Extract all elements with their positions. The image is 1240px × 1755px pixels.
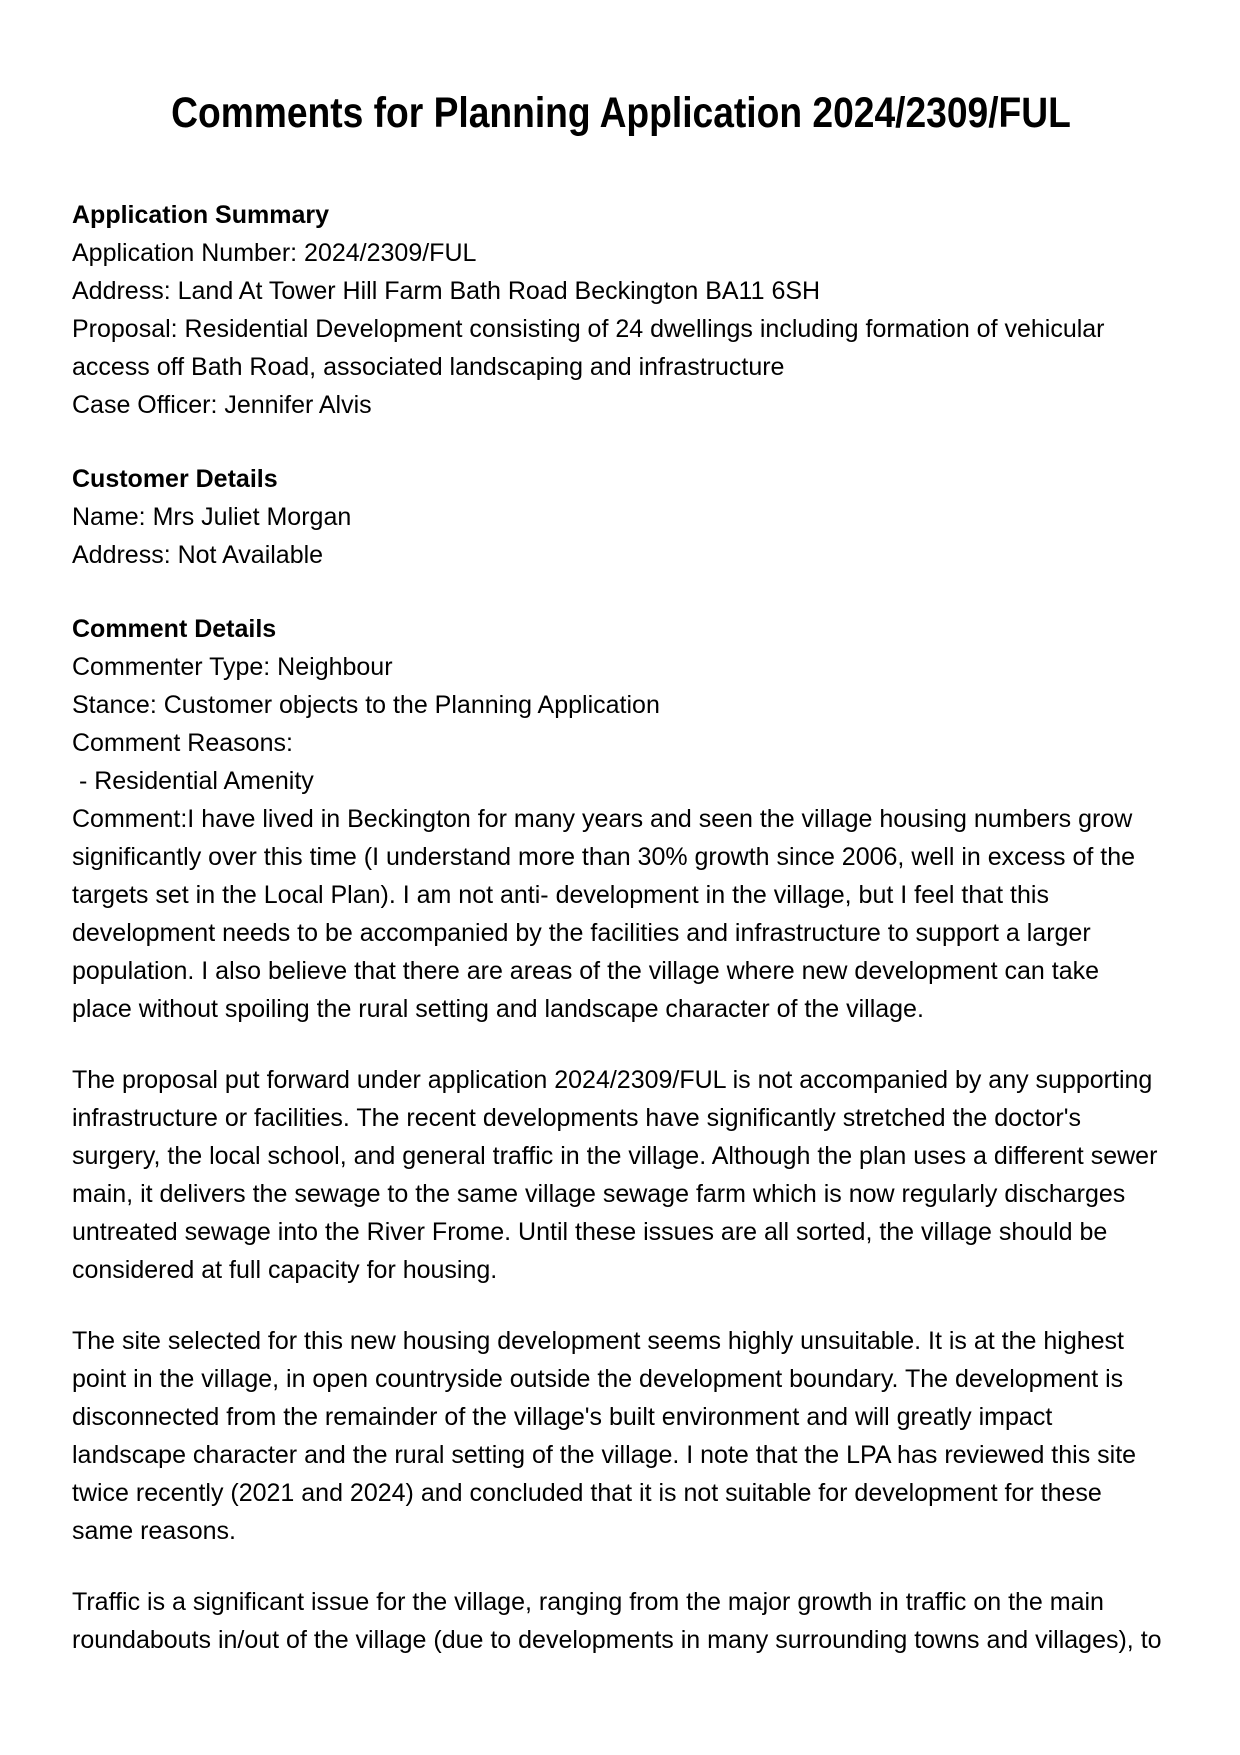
- comment-details-body: [72, 648, 1170, 800]
- text-line: Stance: Customer objects to the Planning Application: [72, 691, 660, 719]
- text-line: landscape character and the rural setting of the village. I note that the LPA has reviewed this site: [72, 1441, 1137, 1469]
- document-title: Comments for Planning Application 2024/2309/FUL: [171, 89, 1071, 137]
- text-line: Application Number: 2024/2309/FUL: [72, 239, 477, 267]
- text-line: disconnected from the remainder of the village's built environment and will greatly impact: [72, 1403, 1053, 1431]
- text-line: Name: Mrs Juliet Morgan: [72, 503, 352, 531]
- text-line: access off Bath Road, associated landscaping and infrastructure: [72, 353, 785, 381]
- text-line: Address: Not Available: [72, 541, 324, 569]
- text-line: targets set in the Local Plan). I am not anti- development in the village, but I feel that this: [72, 881, 1049, 909]
- application-summary-body: [72, 234, 1170, 424]
- comment-paragraph: [72, 1061, 1170, 1289]
- text-line: Comment Reasons:: [72, 729, 293, 757]
- text-line: Case Officer: Jennifer Alvis: [72, 391, 372, 419]
- text-line: roundabouts in/out of the village (due to developments in many surrounding towns and villages), to: [72, 1626, 1162, 1654]
- text-line: The site selected for this new housing development seems highly unsuitable. It is at the highest: [72, 1327, 1124, 1355]
- text-line: main, it delivers the sewage to the same village sewage farm which is now regularly discharges: [72, 1180, 1126, 1208]
- text-line: place without spoiling the rural setting and landscape character of the village.: [72, 995, 924, 1023]
- text-line: Proposal: Residential Development consisting of 24 dwellings including formation of vehicular: [72, 315, 1105, 343]
- text-line: population. I also believe that there are areas of the village where new development can take: [72, 957, 1100, 985]
- text-line: Traffic is a significant issue for the village, ranging from the major growth in traffic on the main: [72, 1588, 1104, 1616]
- text-line: Commenter Type: Neighbour: [72, 653, 393, 681]
- comment-details-heading: Comment Details: [72, 615, 277, 643]
- section-application-summary: [72, 196, 1170, 424]
- text-line: surgery, the local school, and general traffic in the village. Although the plan uses a different sewer: [72, 1142, 1158, 1170]
- text-line: significantly over this time (I understand more than 30% growth since 2006, well in excess of the: [72, 843, 1136, 871]
- section-customer-details: [72, 460, 1170, 574]
- comment-paragraph: [72, 800, 1170, 1028]
- text-line: twice recently (2021 and 2024) and concluded that it is not suitable for development for these: [72, 1479, 1102, 1507]
- text-line: considered at full capacity for housing.: [72, 1256, 498, 1284]
- comment-paragraph: [72, 1322, 1170, 1550]
- comment-text: [72, 800, 1170, 1659]
- text-line: untreated sewage into the River Frome. Until these issues are all sorted, the village should be: [72, 1218, 1108, 1246]
- comment-paragraph: [72, 1583, 1170, 1659]
- text-line: Address: Land At Tower Hill Farm Bath Road Beckington BA11 6SH: [72, 277, 821, 305]
- text-line: Comment:I have lived in Beckington for many years and seen the village housing numbers grow: [72, 805, 1133, 833]
- text-line: The proposal put forward under application 2024/2309/FUL is not accompanied by any supporting: [72, 1066, 1153, 1094]
- customer-details-body: [72, 498, 1170, 574]
- customer-details-heading: Customer Details: [72, 465, 278, 493]
- text-line: development needs to be accompanied by the facilities and infrastructure to support a larger: [72, 919, 1091, 947]
- application-summary-heading: Application Summary: [72, 201, 329, 229]
- section-comment-details: [72, 610, 1170, 1659]
- text-line: point in the village, in open countryside outside the development boundary. The development is: [72, 1365, 1124, 1393]
- text-line: same reasons.: [72, 1517, 236, 1545]
- text-line: infrastructure or facilities. The recent developments have significantly stretched the doctor's: [72, 1104, 1081, 1132]
- text-line: - Residential Amenity: [72, 767, 314, 795]
